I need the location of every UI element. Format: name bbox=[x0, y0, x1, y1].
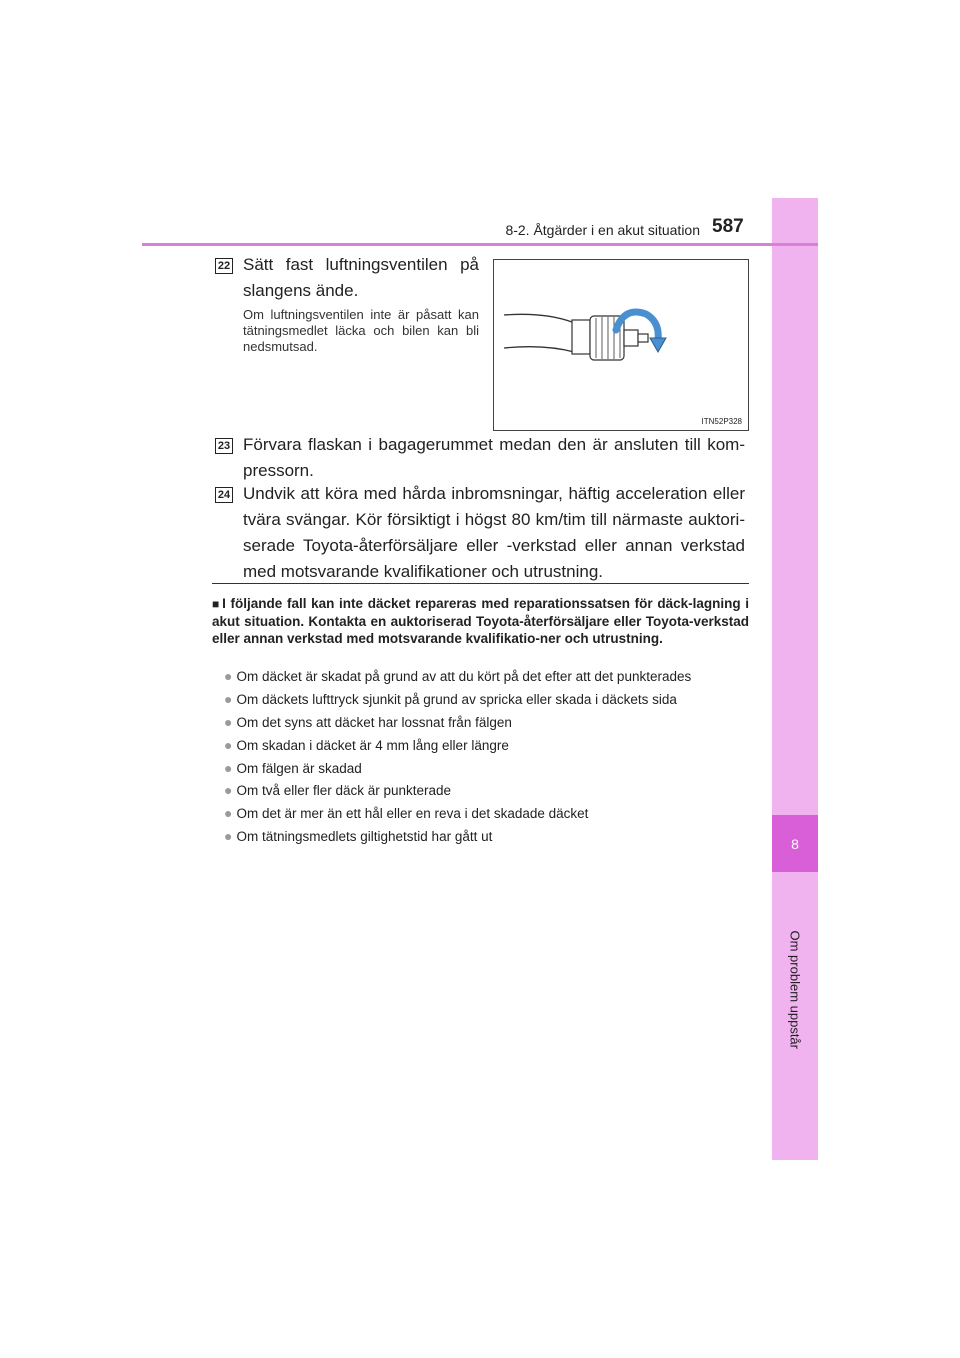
step-note: Om luftningsventilen inte är påsatt kan tätningsmedlet läcka och bilen kan bli nedsmutsad. bbox=[243, 307, 479, 354]
list-item-text: Om det är mer än ett hål eller en reva i det skadade däcket bbox=[236, 806, 589, 821]
hose-valve-illustration bbox=[494, 260, 748, 430]
list-item bbox=[224, 760, 362, 776]
step-number-icon: 22 bbox=[215, 258, 233, 274]
list-item bbox=[224, 691, 677, 707]
list-item bbox=[224, 805, 588, 821]
chapter-number: 8 bbox=[772, 815, 818, 872]
section-divider bbox=[212, 583, 749, 584]
figure-hose-valve bbox=[493, 259, 749, 431]
list-item bbox=[224, 668, 691, 684]
list-item-text: Om tätningsmedlets giltighetstid har gått ut bbox=[236, 829, 493, 844]
step-text: Sätt fast luftningsventilen på slangens ände. bbox=[243, 255, 479, 300]
bullet-icon: ● bbox=[224, 714, 233, 730]
bullet-icon: ● bbox=[224, 805, 233, 821]
list-item-text: Om däcket är skadat på grund av att du kört på det efter att det punkterades bbox=[236, 669, 692, 684]
info-heading-text: I följande fall kan inte däcket repareras med reparationssatsen för däck-lagning i akut situation. Kontakta en auktoriserad Toyota-återförsäljare eller Toyota-verkstad eller annan verkstad med motsvarande kvalifikatio-ner och utrustning. bbox=[212, 596, 749, 646]
step-number-icon: 24 bbox=[215, 487, 233, 503]
step-text: Undvik att köra med hårda inbromsningar, häftig acceleration eller tvära svängar. Kör försiktigt i högst 80 km/tim till närmaste auktori-serade Toyota-återförsäljare eller -verkstad eller annan verkstad med motsvarande kvalifikationer och utrustning. bbox=[243, 484, 745, 581]
list-item bbox=[224, 737, 509, 753]
list-item bbox=[224, 782, 451, 798]
page-number: 587 bbox=[712, 216, 744, 237]
bullet-icon: ● bbox=[224, 691, 233, 707]
bullet-icon: ● bbox=[224, 782, 233, 798]
square-bullet-icon: ■ bbox=[212, 597, 221, 611]
step-number-icon: 23 bbox=[215, 438, 233, 454]
bullet-icon: ● bbox=[224, 668, 233, 684]
chapter-title: Om problem uppstår bbox=[787, 930, 803, 1049]
list-item bbox=[224, 714, 512, 730]
bullet-icon: ● bbox=[224, 760, 233, 776]
header-rule bbox=[142, 243, 818, 246]
section-title: 8-2. Åtgärder i en akut situation bbox=[505, 222, 700, 238]
info-heading bbox=[212, 595, 749, 647]
list-item-text: Om fälgen är skadad bbox=[236, 761, 362, 776]
list-item bbox=[224, 828, 492, 844]
bullet-icon: ● bbox=[224, 737, 233, 753]
step-text: Förvara flaskan i bagagerummet medan den är ansluten till kom-pressorn. bbox=[243, 435, 745, 480]
list-item-text: Om det syns att däcket har lossnat från fälgen bbox=[236, 715, 512, 730]
list-item-text: Om däckets lufttryck sjunkit på grund av spricka eller skada i däckets sida bbox=[236, 692, 677, 707]
figure-code: ITN52P328 bbox=[701, 417, 742, 426]
list-item-text: Om skadan i däcket är 4 mm lång eller längre bbox=[236, 738, 509, 753]
list-item-text: Om två eller fler däck är punkterade bbox=[236, 783, 452, 798]
bullet-icon: ● bbox=[224, 828, 233, 844]
